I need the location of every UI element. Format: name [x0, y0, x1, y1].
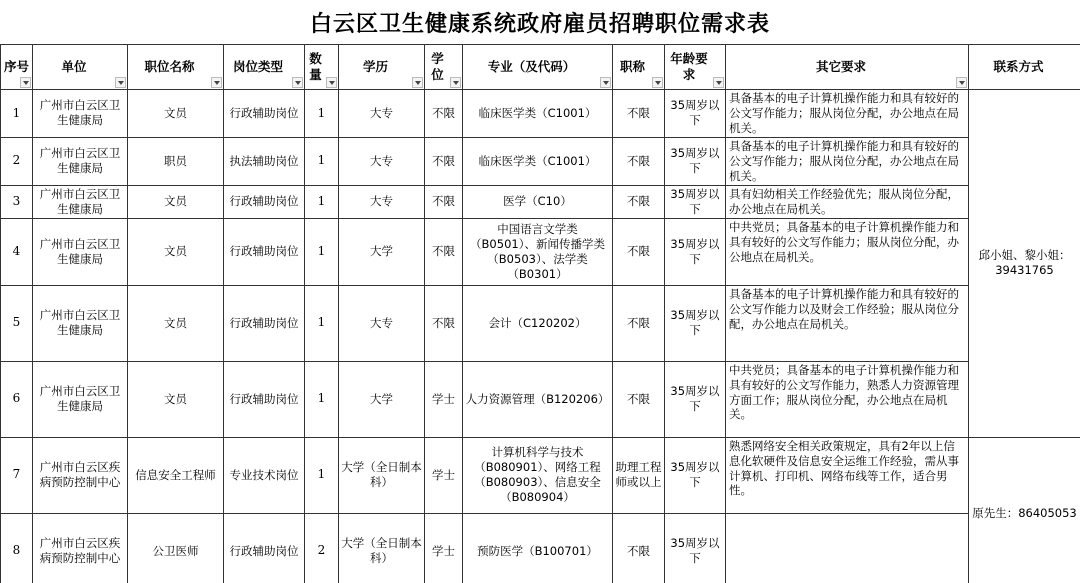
- cell-position: 信息安全工程师: [128, 437, 224, 513]
- filter-dropdown-icon[interactable]: [211, 77, 222, 88]
- filter-dropdown-icon[interactable]: [956, 77, 967, 88]
- cell-title: 不限: [613, 285, 665, 361]
- cell-age: 35周岁以下: [665, 437, 726, 513]
- filter-dropdown-icon[interactable]: [412, 77, 423, 88]
- cell-education: 大学: [339, 218, 425, 285]
- cell-position: 文员: [128, 218, 224, 285]
- cell-count: 1: [305, 361, 339, 437]
- cell-major: 临床医学类（C1001）: [463, 90, 613, 138]
- cell-unit: 广州市白云区疾病预防控制中心: [33, 513, 128, 583]
- filter-dropdown-icon[interactable]: [652, 77, 663, 88]
- cell-no: 8: [1, 513, 33, 583]
- col-header-age: 年龄要求: [665, 45, 726, 90]
- cell-position: 文员: [128, 285, 224, 361]
- cell-position: 职员: [128, 137, 224, 185]
- cell-degree: 不限: [425, 285, 463, 361]
- cell-age: 35周岁以下: [665, 137, 726, 185]
- cell-count: 1: [305, 185, 339, 218]
- cell-type: 行政辅助岗位: [224, 90, 305, 138]
- table-header: [1, 45, 1080, 90]
- col-header-unit: 单位: [33, 45, 128, 90]
- col-header-position: 职位名称: [128, 45, 224, 90]
- cell-type: 行政辅助岗位: [224, 361, 305, 437]
- cell-degree: 学士: [425, 437, 463, 513]
- cell-education: 大专: [339, 285, 425, 361]
- cell-title: 不限: [613, 185, 665, 218]
- filter-dropdown-icon[interactable]: [600, 77, 611, 88]
- cell-title: 不限: [613, 137, 665, 185]
- cell-unit: 广州市白云区卫生健康局: [33, 218, 128, 285]
- cell-age: 35周岁以下: [665, 361, 726, 437]
- cell-no: 5: [1, 285, 33, 361]
- cell-degree: 不限: [425, 218, 463, 285]
- cell-title: 不限: [613, 218, 665, 285]
- filter-dropdown-icon[interactable]: [115, 77, 126, 88]
- cell-count: 1: [305, 218, 339, 285]
- cell-contact: 原先生：86405053: [969, 437, 1080, 583]
- filter-dropdown-icon[interactable]: [326, 77, 337, 88]
- cell-requirements: [726, 513, 969, 583]
- cell-unit: 广州市白云区卫生健康局: [33, 137, 128, 185]
- cell-unit: 广州市白云区疾病预防控制中心: [33, 437, 128, 513]
- cell-requirements: 中共党员；具备基本的电子计算机操作能力和具有较好的公文写作能力，熟悉人力资源管理方面工作；服从岗位分配，办公地点在局机关。: [726, 361, 969, 437]
- cell-requirements: 具有妇幼相关工作经验优先；服从岗位分配，办公地点在局机关。: [726, 185, 969, 218]
- col-header-title: 职称: [613, 45, 665, 90]
- cell-count: 1: [305, 285, 339, 361]
- cell-unit: 广州市白云区卫生健康局: [33, 185, 128, 218]
- cell-type: 执法辅助岗位: [224, 137, 305, 185]
- cell-requirements: 中共党员；具备基本的电子计算机操作能力和具有较好的公文写作能力；服从岗位分配，办公地点在局机关。: [726, 218, 969, 285]
- cell-major: 人力资源管理（B120206）: [463, 361, 613, 437]
- cell-education: 大专: [339, 137, 425, 185]
- cell-title: 不限: [613, 361, 665, 437]
- col-header-requirements: 其它要求: [726, 45, 969, 90]
- cell-no: 4: [1, 218, 33, 285]
- cell-position: 文员: [128, 185, 224, 218]
- cell-requirements: 具备基本的电子计算机操作能力和具有较好的公文写作能力；服从岗位分配，办公地点在局机关。: [726, 90, 969, 138]
- cell-major: 预防医学（B100701）: [463, 513, 613, 583]
- cell-unit: 广州市白云区卫生健康局: [33, 90, 128, 138]
- cell-contact: 邱小姐、黎小姐：39431765: [969, 90, 1080, 438]
- cell-position: 文员: [128, 361, 224, 437]
- filter-dropdown-icon[interactable]: [713, 77, 724, 88]
- cell-education: 大学: [339, 361, 425, 437]
- cell-no: 7: [1, 437, 33, 513]
- cell-degree: 不限: [425, 185, 463, 218]
- col-header-count: 数量: [305, 45, 339, 90]
- cell-unit: 广州市白云区卫生健康局: [33, 361, 128, 437]
- cell-count: 1: [305, 437, 339, 513]
- cell-education: 大专: [339, 90, 425, 138]
- filter-dropdown-icon[interactable]: [450, 77, 461, 88]
- cell-major: 计算机科学与技术（B080901）、网络工程（B080903）、信息安全（B080904）: [463, 437, 613, 513]
- cell-degree: 学士: [425, 513, 463, 583]
- cell-position: 文员: [128, 90, 224, 138]
- cell-education: 大专: [339, 185, 425, 218]
- recruitment-table: [0, 44, 1080, 583]
- cell-requirements: 熟悉网络安全相关政策规定，具有2年以上信息化软硬件及信息安全运维工作经验，需从事计算机、打印机、网络布线等工作，适合男性。: [726, 437, 969, 513]
- table-row: [1, 218, 1080, 285]
- cell-requirements: 具备基本的电子计算机操作能力和具有较好的公文写作能力；服从岗位分配，办公地点在局机关。: [726, 137, 969, 185]
- cell-age: 35周岁以下: [665, 218, 726, 285]
- cell-requirements: 具备基本的电子计算机操作能力和具有较好的公文写作能力以及财会工作经验；服从岗位分配，办公地点在局机关。: [726, 285, 969, 361]
- cell-education: 大学（全日制本科）: [339, 437, 425, 513]
- cell-degree: 不限: [425, 137, 463, 185]
- cell-degree: 不限: [425, 90, 463, 138]
- cell-age: 35周岁以下: [665, 185, 726, 218]
- cell-position: 公卫医师: [128, 513, 224, 583]
- cell-type: 行政辅助岗位: [224, 218, 305, 285]
- cell-count: 2: [305, 513, 339, 583]
- page-title: 白云区卫生健康系统政府雇员招聘职位需求表: [309, 10, 770, 37]
- table-body: [1, 90, 1080, 583]
- col-header-no: 序号: [1, 45, 33, 90]
- cell-title: 不限: [613, 513, 665, 583]
- cell-type: 专业技术岗位: [224, 437, 305, 513]
- cell-title: 助理工程师或以上: [613, 437, 665, 513]
- table-row: [1, 437, 1080, 513]
- col-header-major: 专业（及代码）: [463, 45, 613, 90]
- cell-major: 临床医学类（C1001）: [463, 137, 613, 185]
- cell-degree: 学士: [425, 361, 463, 437]
- cell-education: 大学（全日制本科）: [339, 513, 425, 583]
- col-header-contact: 联系方式: [969, 45, 1080, 90]
- filter-dropdown-icon[interactable]: [20, 77, 31, 88]
- col-header-education: 学历: [339, 45, 425, 90]
- col-header-degree: 学位: [425, 45, 463, 90]
- cell-unit: 广州市白云区卫生健康局: [33, 285, 128, 361]
- table-row: [1, 137, 1080, 185]
- cell-no: 6: [1, 361, 33, 437]
- table-row: [1, 185, 1080, 218]
- cell-title: 不限: [613, 90, 665, 138]
- filter-dropdown-icon[interactable]: [292, 77, 303, 88]
- cell-no: 3: [1, 185, 33, 218]
- cell-major: 医学（C10）: [463, 185, 613, 218]
- cell-type: 行政辅助岗位: [224, 285, 305, 361]
- cell-count: 1: [305, 90, 339, 138]
- cell-type: 行政辅助岗位: [224, 513, 305, 583]
- cell-no: 2: [1, 137, 33, 185]
- cell-age: 35周岁以下: [665, 285, 726, 361]
- table-row: [1, 90, 1080, 138]
- cell-major: 中国语言文学类（B0501）、新闻传播学类（B0503）、法学类（B0301）: [463, 218, 613, 285]
- cell-count: 1: [305, 137, 339, 185]
- cell-age: 35周岁以下: [665, 90, 726, 138]
- table-row: [1, 361, 1080, 437]
- cell-no: 1: [1, 90, 33, 138]
- cell-age: 35周岁以下: [665, 513, 726, 583]
- table-row: [1, 513, 1080, 583]
- table-row: [1, 285, 1080, 361]
- col-header-type: 岗位类型: [224, 45, 305, 90]
- cell-major: 会计（C120202）: [463, 285, 613, 361]
- cell-type: 行政辅助岗位: [224, 185, 305, 218]
